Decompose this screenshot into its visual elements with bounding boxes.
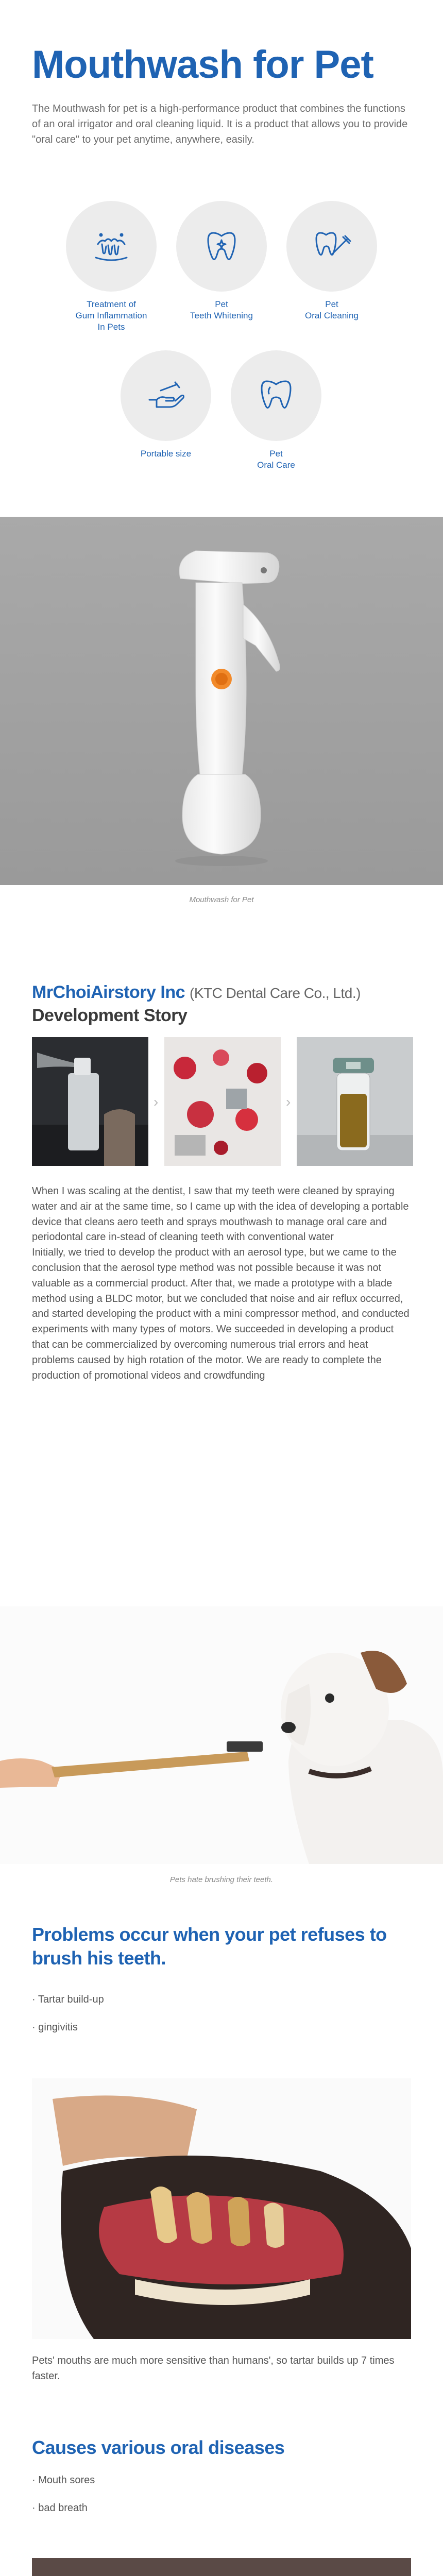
feature-teeth-whitening (170, 201, 273, 321)
feature-oral-cleaning (280, 201, 383, 321)
list-item: · bad breath (32, 2502, 88, 2514)
chevron-right-icon: › (286, 1094, 291, 1110)
product-caption: Mouthwash for Pet (189, 895, 254, 904)
page-title (32, 43, 411, 87)
liquid-bottle-photo (297, 1037, 413, 1166)
title-accent: for Pet (253, 43, 373, 87)
company-legal-name: (KTC Dental Care Co., Ltd.) (190, 985, 361, 1001)
list-item: · gingivitis (32, 2022, 78, 2033)
feature-icon-circle (121, 350, 211, 441)
feature-label: Treatment of Gum Inflammation In Pets (75, 299, 147, 332)
chevron-right-icon: › (154, 1094, 159, 1110)
hero-section (0, 0, 443, 515)
mouthwash-device-illustration (0, 517, 443, 885)
feature-icon-circle (286, 201, 377, 292)
problems-title: Problems occur when your pet refuses to brush his teeth. (32, 1924, 387, 1969)
problems-note: Pets' mouths are much more sensitive than humans', so tartar builds up 7 times faster. (32, 2355, 395, 2382)
tooth-sparkle-icon (201, 226, 242, 267)
story-photos (32, 1037, 413, 1166)
story-title: Development Story (32, 1006, 188, 1025)
feature-icon-circle (176, 201, 267, 292)
company-brand: MrChoiAirstory Inc (32, 982, 185, 1002)
company-section (32, 981, 413, 1027)
story-text: When I was scaling at the dentist, I saw that my teeth were cleaned by spraying water and air at the same time, so I came up with the idea of developing a portable device that cleans aero teeth and sprays mouthwash to manage oral care and periodontal care in-stead of cleaning teeth with conventional water Initially, we tried to develop the product with an aerosol type, but we came to the conclusion that the aerosol type method was not possible because it was not valuable as a commercial product. After that, we made a prototype with a blade method using a BLDC motor, but we concluded that noise and air reflux occurred, and started developing the product with a mini compressor method, and conducted experiments with many types of motors. We succeeded in developing a product that can be commercialized by overcoming numerous trial errors and heat problems caused by high rotation of the motor. We are ready to complete the production of promotional videos and crowdfunding (32, 1185, 410, 1381)
feature-label: Pet Teeth Whitening (190, 299, 253, 320)
tartar-photo (32, 2078, 411, 2339)
feature-label: Pet Oral Cleaning (305, 299, 359, 320)
story-photo-prototypes (164, 1037, 281, 1166)
dog-caption: Pets hate brushing their teeth. (169, 1875, 274, 1884)
gum-icon (91, 226, 132, 267)
company-name (32, 981, 413, 1004)
feature-oral-care (225, 350, 328, 471)
feature-icon-circle (66, 201, 157, 292)
tooth-care-icon (255, 375, 297, 416)
tartar-teeth-photo (32, 2078, 411, 2339)
oral-disease-photo (32, 2558, 411, 2576)
feature-label: Portable size (140, 449, 192, 459)
hand-holding-icon (145, 375, 186, 416)
prototype-photo (164, 1037, 281, 1166)
story-photo-liquid (297, 1037, 413, 1166)
dog-toothbrush-illustration (0, 1606, 443, 1864)
dog-photo (0, 1606, 443, 1864)
feature-gum-treatment (60, 201, 163, 333)
diseases-title: Causes various oral diseases (32, 2437, 285, 2458)
spray-photo (32, 1037, 148, 1166)
list-item: · Tartar build-up (32, 1994, 104, 2005)
feature-label: Pet Oral Care (257, 449, 295, 470)
oral-disease-teeth-photo (32, 2558, 411, 2576)
problems-list (32, 1991, 413, 2046)
product-photo (0, 517, 443, 885)
feature-icon-circle (231, 350, 321, 441)
diseases-list (32, 2471, 413, 2527)
title-main: Mouthwash (32, 43, 243, 87)
tooth-brush-icon (311, 226, 352, 267)
list-item: · Mouth sores (32, 2475, 95, 2486)
feature-portable (114, 350, 217, 460)
story-photo-spray (32, 1037, 148, 1166)
hero-description: The Mouthwash for pet is a high-performance product that combines the functions of an oral irrigator and oral cleaning liquid. It is a product that allows you to provide "oral care" to your pet anytime, anywhere, easily. (32, 103, 408, 145)
